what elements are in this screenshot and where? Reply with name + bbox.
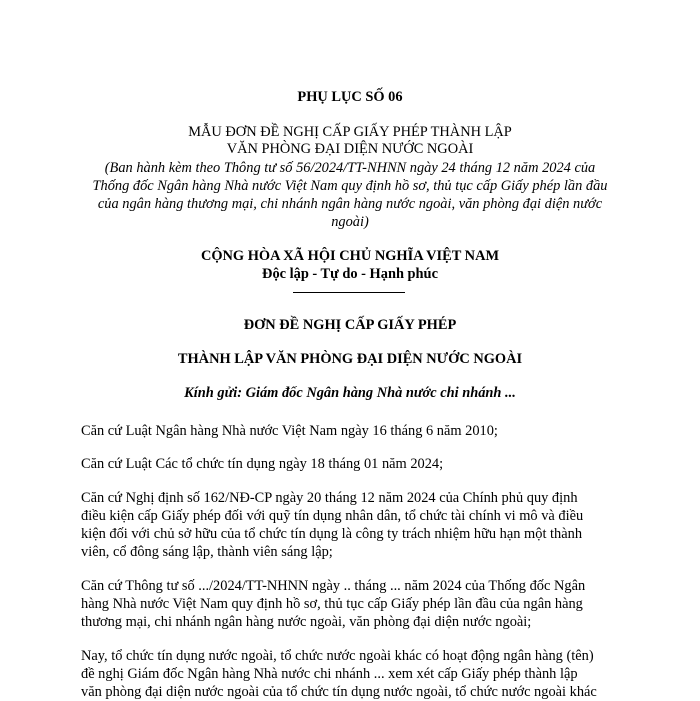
paragraph-line: Căn cứ Luật Các tổ chức tín dụng ngày 18 tháng 01 năm 2024; — [81, 456, 444, 472]
form-title-line-2: VĂN PHÒNG ĐẠI DIỆN NƯỚC NGOÀI — [226, 141, 474, 157]
application-subtitle: THÀNH LẬP VĂN PHÒNG ĐẠI DIỆN NƯỚC NGOÀI — [177, 351, 523, 367]
header-divider — [293, 292, 405, 293]
form-title-line-1: MẪU ĐƠN ĐỀ NGHỊ CẤP GIẤY PHÉP THÀNH LẬP — [188, 124, 512, 140]
national-header-country: CỘNG HÒA XÃ HỘI CHỦ NGHĨA VIỆT NAM — [200, 248, 500, 264]
paragraph-line: đề nghị Giám đốc Ngân hàng Nhà nước chi nhánh ... xem xét cấp Giấy phép thành lập — [81, 666, 578, 682]
issuance-note-line-2: Thống đốc Ngân hàng Nhà nước Việt Nam quy định hồ sơ, thủ tục cấp Giấy phép lần đầu — [92, 178, 608, 194]
paragraph-line: Căn cứ Thông tư số .../2024/TT-NHNN ngày .. tháng ... năm 2024 của Thống đốc Ngân — [81, 578, 586, 594]
paragraph-line: hàng Nhà nước Việt Nam quy định hồ sơ, thủ tục cấp Giấy phép lần đầu của ngân hàng — [81, 596, 583, 612]
issuance-note-line-3: của ngân hàng thương mại, chi nhánh ngân hàng nước ngoài, văn phòng đại diện nước — [97, 196, 603, 212]
paragraph-line: viên, cổ đông sáng lập, thành viên sáng lập; — [81, 544, 333, 560]
issuance-note-line-4: ngoài) — [331, 214, 369, 230]
issuance-note-line-1: (Ban hành kèm theo Thông tư số 56/2024/TT-NHNN ngày 24 tháng 12 năm 2024 của — [104, 160, 596, 176]
paragraph-line: Căn cứ Luật Ngân hàng Nhà nước Việt Nam ngày 16 tháng 6 năm 2010; — [81, 423, 498, 439]
paragraph-line: văn phòng đại diện nước ngoài của tổ chức tín dụng nước ngoài, tổ chức nước ngoài khác — [81, 684, 597, 700]
paragraph-line: thương mại, chi nhánh ngân hàng nước ngoài, văn phòng đại diện nước ngoài; — [81, 614, 532, 630]
paragraph-line: Căn cứ Nghị định số 162/NĐ-CP ngày 20 tháng 12 năm 2024 của Chính phủ quy định — [81, 490, 578, 506]
paragraph-line: Nay, tổ chức tín dụng nước ngoài, tổ chức nước ngoài khác có hoạt động ngân hàng (tên) — [81, 648, 594, 664]
addressee: Kính gửi: Giám đốc Ngân hàng Nhà nước chi nhánh ... — [184, 385, 516, 401]
paragraph-line: điều kiện cấp Giấy phép đối với quỹ tín dụng nhân dân, tổ chức tài chính vi mô và điều — [81, 508, 584, 524]
application-title: ĐƠN ĐỀ NGHỊ CẤP GIẤY PHÉP — [243, 317, 457, 333]
paragraph-line: kiện đối với chủ sở hữu của tổ chức tín dụng là công ty trách nhiệm hữu hạn một thành — [81, 526, 583, 542]
national-header-motto: Độc lập - Tự do - Hạnh phúc — [262, 266, 438, 282]
appendix-title: PHỤ LỤC SỐ 06 — [297, 89, 403, 105]
